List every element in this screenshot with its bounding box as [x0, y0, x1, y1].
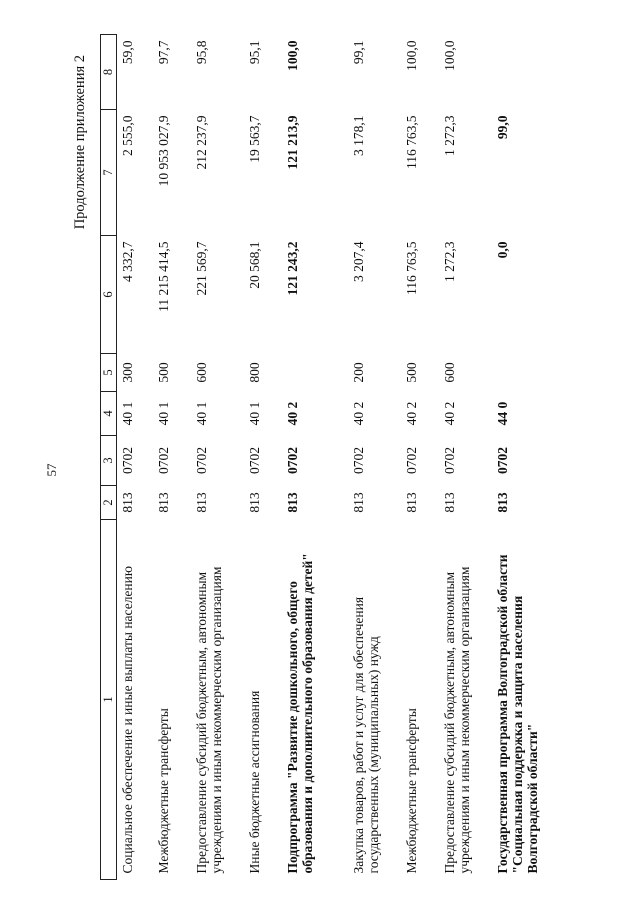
- column-header: 3: [101, 436, 117, 486]
- actual-value-cell: 212 237,9: [193, 115, 209, 170]
- expense-type-cell: 300: [120, 362, 135, 383]
- program-code-cell: 40 1: [155, 401, 171, 426]
- plan-value-cell: 11 215 414,5: [155, 241, 171, 312]
- percent-cell: [492, 35, 562, 110]
- row-name-cell: Социальное обеспечение и иные выплаты населению: [120, 566, 135, 874]
- row-name-cell: Межбюджетные трансферты: [155, 708, 171, 874]
- column-header: 7: [101, 110, 117, 236]
- actual-value-cell: 10 953 027,9: [155, 115, 171, 187]
- column-header: 2: [101, 486, 117, 520]
- expense-type-cell: [492, 354, 562, 392]
- row-name-cell: Предоставление субсидий бюджетным, автономным учреждениям и иным некоммерческим организациям: [441, 566, 472, 874]
- program-code-cell: 40 2: [441, 401, 457, 426]
- table-row: [244, 35, 282, 880]
- row-name-cell: Подпрограмма "Развитие дошкольного, общего образования и дополнительного образования детей": [284, 553, 315, 874]
- expense-type-cell: 500: [403, 362, 419, 383]
- section-code-cell: 0702: [246, 447, 262, 474]
- plan-value-cell: 1 272,3: [441, 241, 457, 282]
- plan-value-cell: 121 243,2: [284, 241, 300, 296]
- section-code-cell: 0702: [284, 447, 300, 474]
- section-code-cell: 0702: [441, 447, 457, 474]
- plan-value-cell: 3 207,4: [350, 241, 366, 282]
- expense-type-cell: [282, 354, 348, 392]
- column-header: 4: [101, 392, 117, 436]
- table-row: [348, 35, 401, 880]
- expense-type-cell: 600: [193, 362, 209, 383]
- column-header: 1: [101, 520, 117, 880]
- row-name-cell: Предоставление субсидий бюджетным, автономным учреждениям и иным некоммерческим организациям: [193, 566, 224, 874]
- plan-value-cell: 20 568,1: [246, 241, 262, 289]
- admin-code-cell: 813: [246, 492, 262, 513]
- column-header: 5: [101, 354, 117, 392]
- admin-code-cell: 813: [193, 492, 209, 513]
- admin-code-cell: 813: [403, 492, 419, 513]
- percent-cell: 97,7: [155, 40, 171, 65]
- table-row: [492, 35, 562, 880]
- actual-value-cell: 19 563,7: [246, 115, 262, 163]
- section-code-cell: 0702: [193, 447, 209, 474]
- expense-type-cell: 800: [246, 362, 262, 383]
- column-header: 6: [101, 236, 117, 354]
- program-code-cell: 40 2: [350, 401, 366, 426]
- section-code-cell: 0702: [350, 447, 366, 474]
- row-name-cell: Иные бюджетные ассигнования: [246, 690, 262, 874]
- admin-code-cell: 813: [120, 492, 135, 513]
- program-code-cell: 40 1: [246, 401, 262, 426]
- row-name-cell: Межбюджетные трансферты: [403, 708, 419, 874]
- admin-code-cell: 813: [284, 492, 300, 513]
- table-row: [191, 35, 244, 880]
- row-name-cell: Закупка товаров, работ и услуг для обеспечения государственных (муниципальных) нужд: [350, 596, 381, 874]
- actual-value-cell: 1 272,3: [441, 115, 457, 156]
- table-row: [401, 35, 439, 880]
- plan-value-cell: 0,0: [494, 241, 510, 259]
- expense-type-cell: 600: [441, 362, 457, 383]
- page-number: 57: [44, 463, 59, 477]
- section-code-cell: 0702: [120, 447, 135, 474]
- plan-value-cell: 116 763,5: [403, 241, 419, 295]
- expense-type-cell: 500: [155, 362, 171, 383]
- appendix-continuation-note: Продолжение приложения 2: [72, 55, 88, 230]
- actual-value-cell: 3 178,1: [350, 115, 366, 156]
- section-code-cell: 0702: [403, 447, 419, 474]
- table-row: [117, 35, 153, 880]
- expense-type-cell: 200: [350, 362, 366, 383]
- percent-cell: 100,0: [441, 40, 457, 71]
- admin-code-cell: 813: [350, 492, 366, 513]
- percent-cell: 95,1: [246, 40, 262, 65]
- section-code-cell: 0702: [494, 447, 510, 474]
- program-code-cell: 40 2: [284, 401, 300, 426]
- percent-cell: 99,1: [350, 40, 366, 65]
- section-code-cell: 0702: [155, 447, 171, 474]
- admin-code-cell: 813: [441, 492, 457, 513]
- rotated-page-content: [72, 35, 620, 880]
- column-header: 8: [101, 35, 117, 110]
- plan-value-cell: 221 569,7: [193, 241, 209, 296]
- percent-cell: 100,0: [284, 40, 300, 71]
- table-row: [153, 35, 191, 880]
- program-code-cell: 40 1: [120, 401, 135, 426]
- program-code-cell: 40 2: [403, 401, 419, 426]
- program-code-cell: 40 1: [193, 401, 209, 426]
- admin-code-cell: 813: [494, 492, 510, 513]
- percent-cell: 100,0: [403, 40, 419, 71]
- budget-table: [100, 34, 562, 880]
- table-row: [282, 35, 348, 880]
- header-row: [101, 35, 117, 880]
- plan-value-cell: 4 332,7: [120, 241, 135, 282]
- admin-code-cell: 813: [155, 492, 171, 513]
- actual-value-cell: 116 763,5: [403, 115, 419, 169]
- actual-value-cell: 121 213,9: [284, 115, 300, 170]
- program-code-cell: 44 0: [494, 401, 510, 426]
- actual-value-cell: 2 555,0: [120, 115, 135, 156]
- actual-value-cell: 99,0: [494, 115, 510, 140]
- percent-cell: 59,0: [120, 40, 135, 65]
- percent-cell: 95,8: [193, 40, 209, 65]
- table-row: [439, 35, 492, 880]
- row-name-cell: Государственная программа Волгоградской области "Социальная поддержка и защита населения Волгоградской области": [494, 554, 540, 874]
